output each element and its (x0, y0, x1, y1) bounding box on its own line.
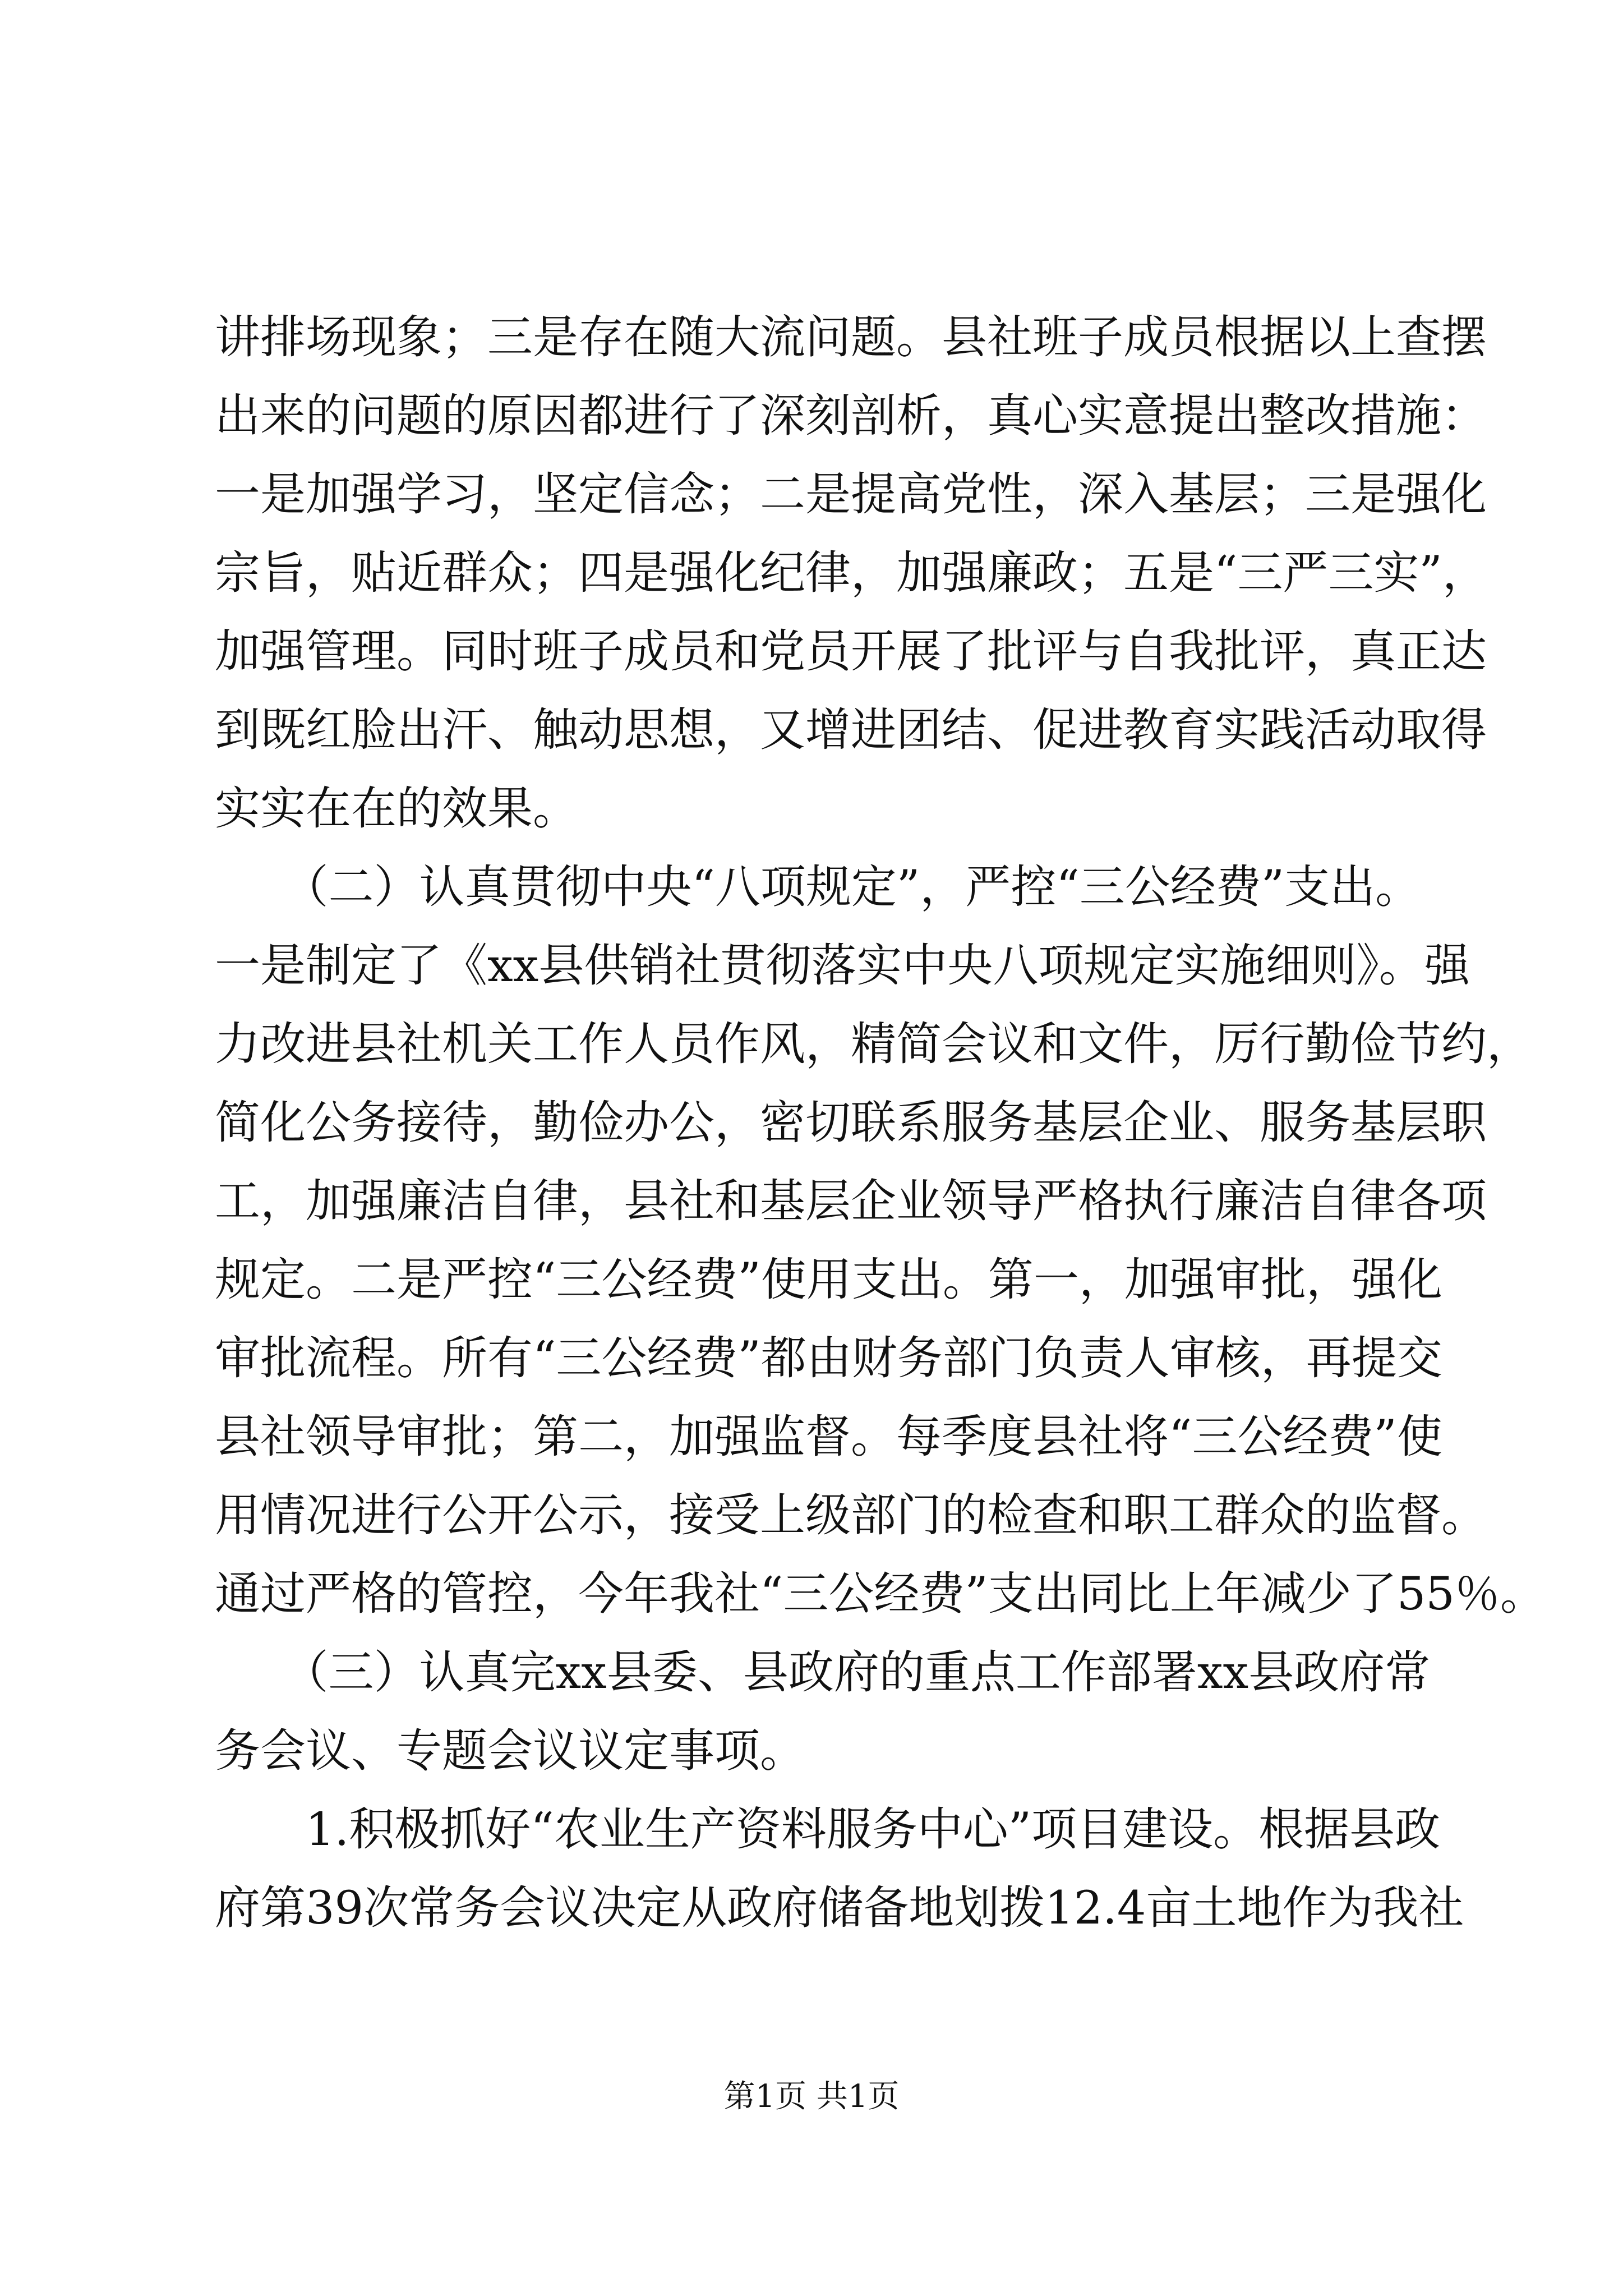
text-line: 工，加强廉洁自律，县社和基层企业领导严格执行廉洁自律各项 (215, 1175, 1487, 1228)
text-line: 通过严格的管控，今年我社“三公经费”支出同比上年减少了55％。 (215, 1568, 1546, 1621)
text-line: 讲排场现象；三是存在随大流问题。县社班子成员根据以上查摆 (215, 311, 1487, 364)
text-line: 简化公务接待，勤俭办公，密切联系服务基层企业、服务基层职 (215, 1097, 1487, 1149)
text-line: 务会议、专题会议议定事项。 (215, 1725, 806, 1778)
text-line: 到既红脸出汗、触动思想，又增进团结、促进教育实践活动取得 (215, 704, 1487, 757)
text-line: 规定。二是严控“三公经费”使用支出。第一，加强审批，强化 (215, 1254, 1442, 1306)
page-number: 第1页 共1页 (723, 2078, 900, 2115)
page-footer (0, 2074, 1623, 2119)
text-line: 加强管理。同时班子成员和党员开展了批评与自我批评，真正达 (215, 625, 1487, 678)
text-line: 县社领导审批；第二，加强监督。每季度县社将“三公经费”使 (215, 1411, 1442, 1464)
text-line: 宗旨，贴近群众；四是强化纪律，加强廉政；五是“三严三实”， (215, 547, 1488, 600)
section-heading-line: （二）认真贯彻中央“八项规定”，严控“三公经费”支出。 (215, 861, 1421, 914)
text-line: 审批流程。所有“三公经费”都由财务部门负责人审核，再提交 (215, 1332, 1442, 1385)
text-line: 一是制定了《xx县供销社贯彻落实中央八项规定实施细则》。强 (215, 940, 1470, 992)
text-line: 用情况进行公开公示，接受上级部门的检查和职工群众的监督。 (215, 1489, 1487, 1542)
text-line: 一是加强学习，坚定信念；二是提高党性，深入基层；三是强化 (215, 468, 1487, 521)
text-line: 出来的问题的原因都进行了深刻剖析，真心实意提出整改措施： (215, 390, 1487, 443)
document-body (215, 298, 1546, 1948)
section-heading-line: （三）认真完xx县委、县政府的重点工作部署xx县政府常 (215, 1646, 1431, 1699)
text-line: 力改进县社机关工作人员作风，精简会议和文件，厉行勤俭节约， (215, 1018, 1533, 1071)
text-line: 实实在在的效果。 (215, 783, 579, 835)
list-item-line: 1.积极抓好“农业生产资料服务中心”项目建设。根据县政 (215, 1803, 1441, 1856)
text-line: 府第39次常务会议决定从政府储备地划拨12.4亩土地作为我社 (215, 1882, 1464, 1935)
